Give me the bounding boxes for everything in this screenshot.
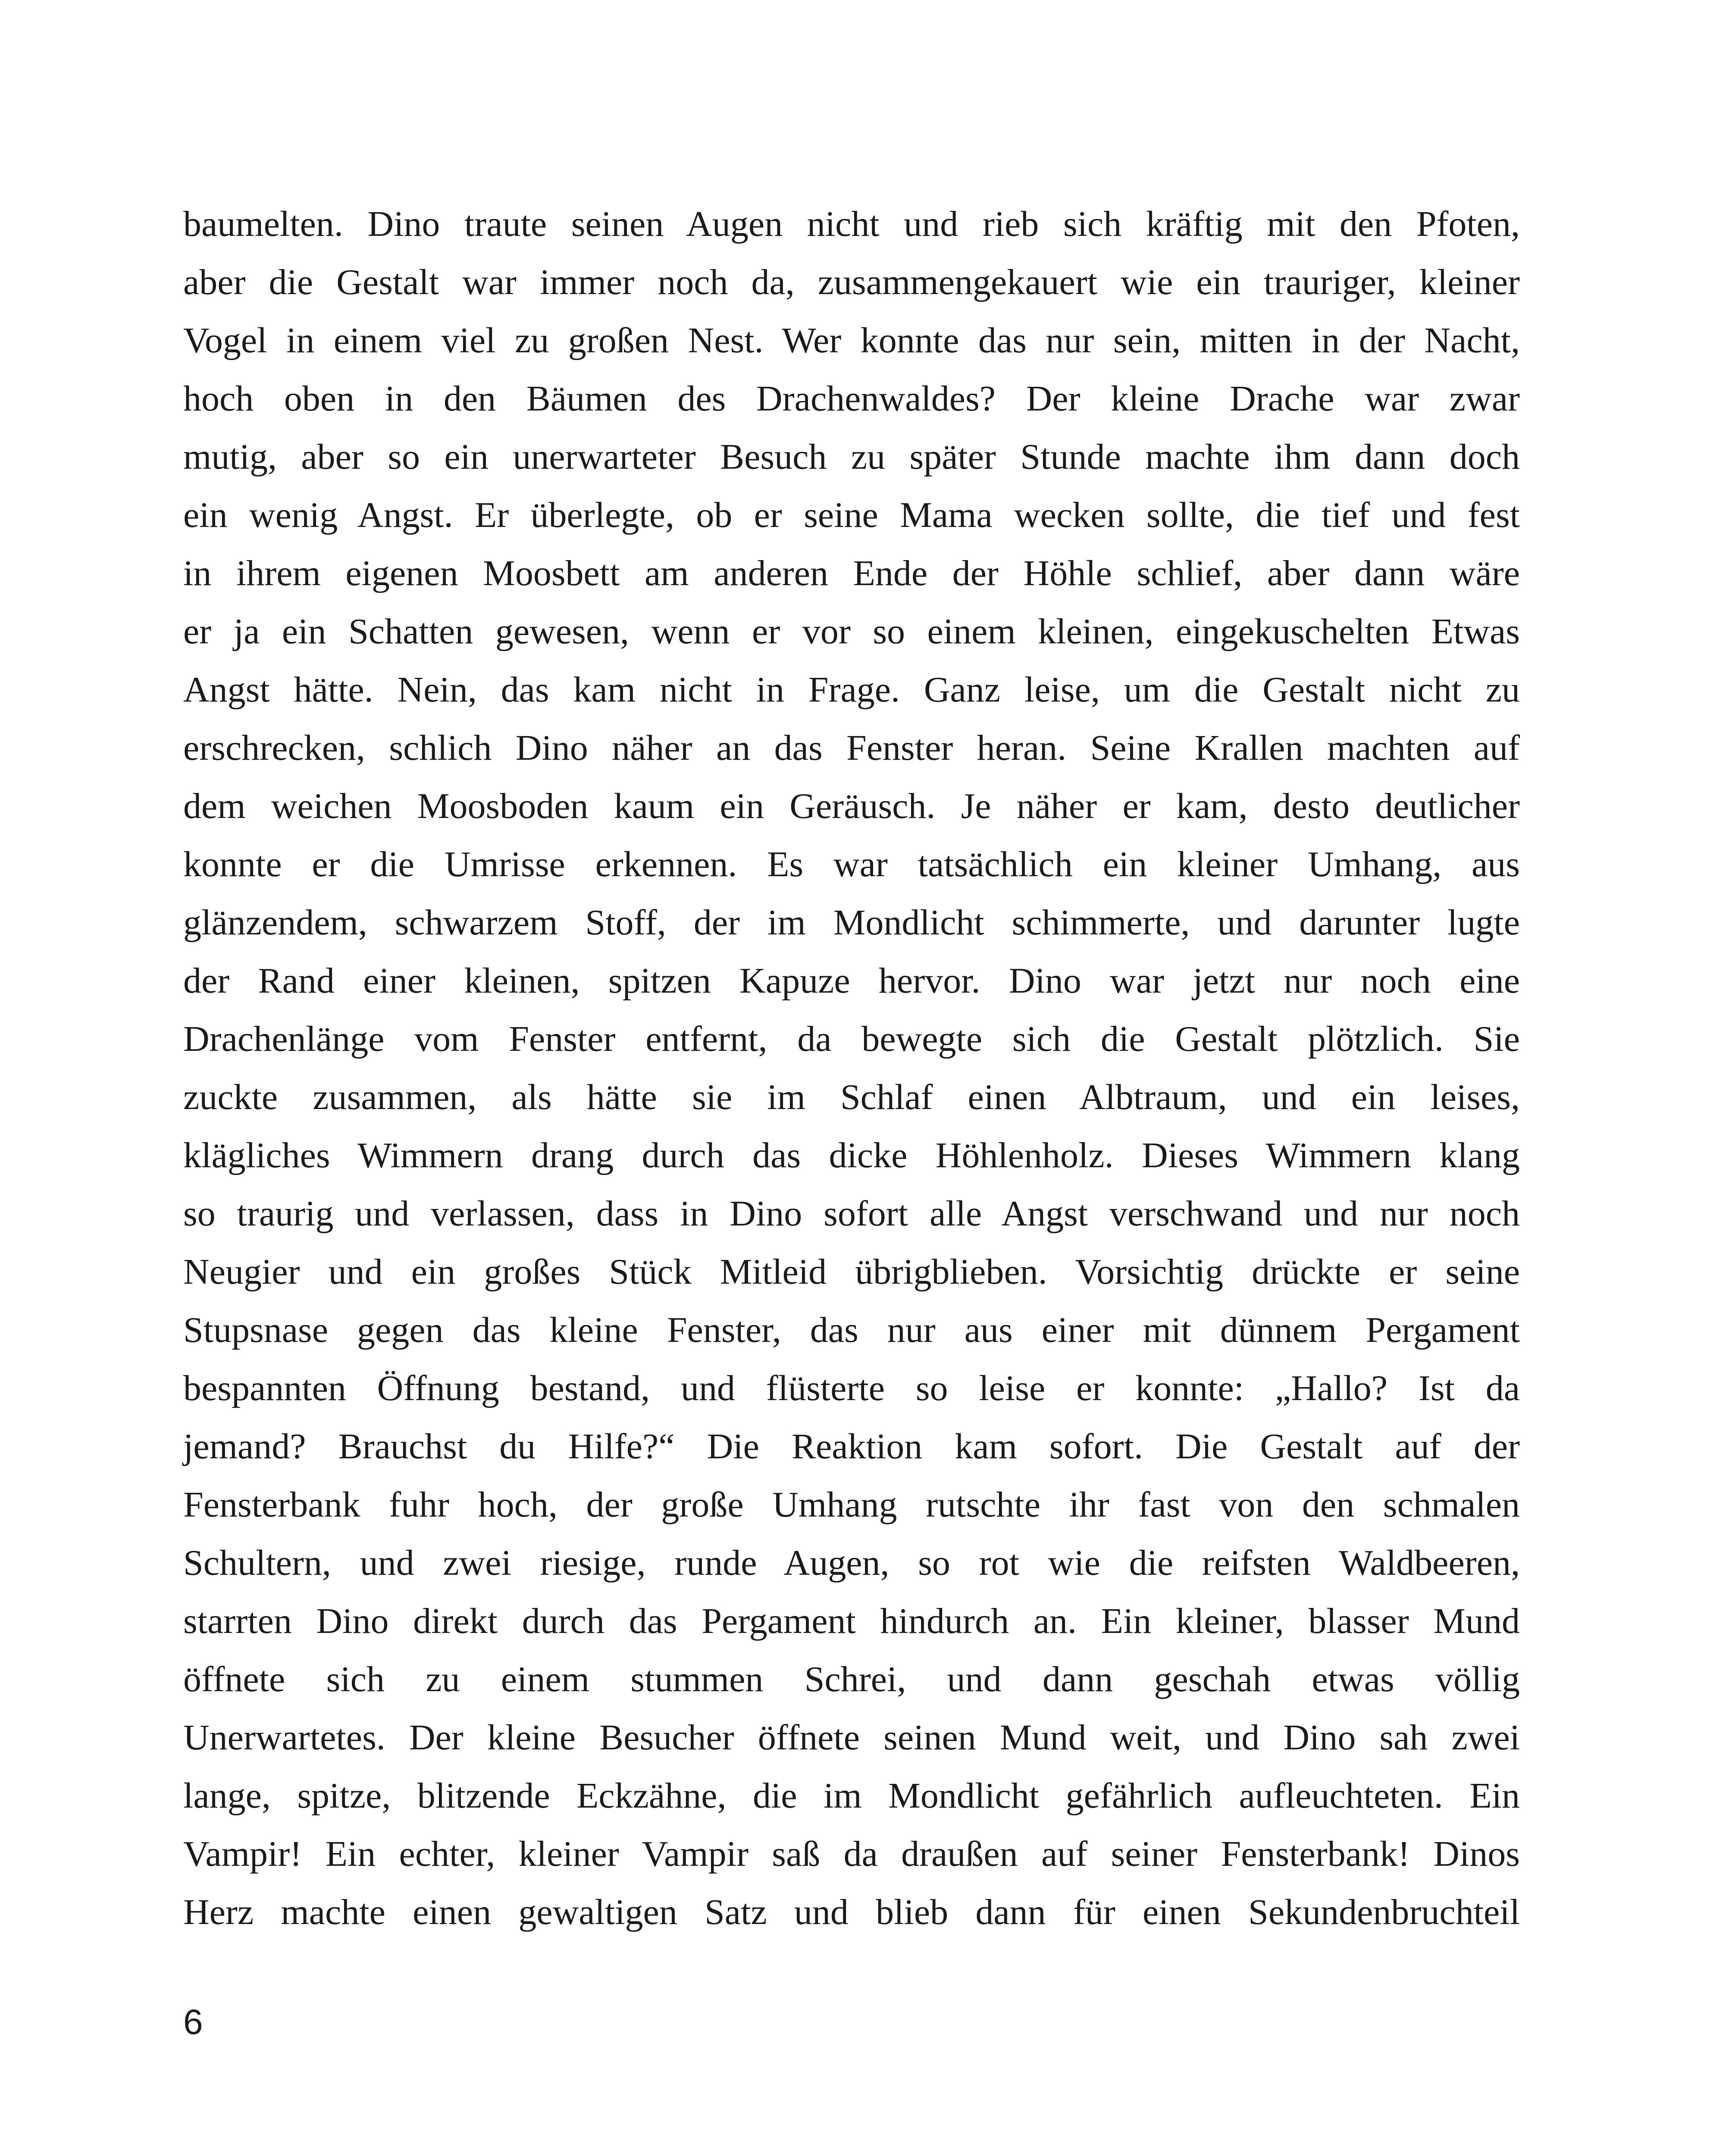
text-line: baumelten. Dino traute seinen Augen nicht und rieb sich kräftig mit den Pfoten, <box>183 204 1520 244</box>
text-line: Schultern, und zwei riesige, runde Augen, so rot wie die reifsten Waldbeeren, <box>183 1543 1520 1583</box>
text-line: zuckte zusammen, als hätte sie im Schlaf einen Albtraum, und ein leises, <box>183 1077 1520 1117</box>
text-line: Herz machte einen gewaltigen Satz und blieb dann für einen Sekundenbruchteil <box>183 1892 1520 1932</box>
text-line: hoch oben in den Bäumen des Drachenwaldes? Der kleine Drache war zwar <box>183 379 1520 419</box>
text-line: Vogel in einem viel zu großen Nest. Wer konnte das nur sein, mitten in der Nacht, <box>183 320 1520 360</box>
text-line: Drachenlänge vom Fenster entfernt, da bewegte sich die Gestalt plötzlich. Sie <box>183 1019 1520 1059</box>
text-line: Vampir! Ein echter, kleiner Vampir saß da draußen auf seiner Fensterbank! Dinos <box>183 1834 1520 1874</box>
text-line: öffnete sich zu einem stummen Schrei, und dann geschah etwas völlig <box>183 1659 1520 1699</box>
text-line: jemand? Brauchst du Hilfe?“ Die Reaktion kam sofort. Die Gestalt auf der <box>183 1426 1520 1467</box>
text-line: Stupsnase gegen das kleine Fenster, das nur aus einer mit dünnem Pergament <box>183 1310 1520 1350</box>
text-line: glänzendem, schwarzem Stoff, der im Mondlicht schimmerte, und darunter lugte <box>183 903 1520 943</box>
page-number: 6 <box>183 2002 203 2042</box>
body-text <box>183 195 1520 1941</box>
text-line: bespannten Öffnung bestand, und flüsterte so leise er konnte: „Hallo? Ist da <box>183 1368 1520 1408</box>
text-line: lange, spitze, blitzende Eckzähne, die im Mondlicht gefährlich aufleuchteten. Ein <box>183 1776 1520 1816</box>
text-line: Angst hätte. Nein, das kam nicht in Frage. Ganz leise, um die Gestalt nicht zu <box>183 670 1520 710</box>
text-line: mutig, aber so ein unerwarteter Besuch zu später Stunde machte ihm dann doch <box>183 437 1520 477</box>
text-line: Neugier und ein großes Stück Mitleid übrigblieben. Vorsichtig drückte er seine <box>183 1252 1520 1292</box>
text-line: der Rand einer kleinen, spitzen Kapuze hervor. Dino war jetzt nur noch eine <box>183 961 1520 1001</box>
text-line: aber die Gestalt war immer noch da, zusammengekauert wie ein trauriger, kleiner <box>183 262 1520 302</box>
text-line: dem weichen Moosboden kaum ein Geräusch. Je näher er kam, desto deutlicher <box>183 786 1520 826</box>
text-line: klägliches Wimmern drang durch das dicke Höhlenholz. Dieses Wimmern klang <box>183 1135 1520 1175</box>
text-line: Fensterbank fuhr hoch, der große Umhang rutschte ihr fast von den schmalen <box>183 1485 1520 1525</box>
text-line: konnte er die Umrisse erkennen. Es war tatsächlich ein kleiner Umhang, aus <box>183 844 1520 884</box>
text-line: Unerwartetes. Der kleine Besucher öffnete seinen Mund weit, und Dino sah zwei <box>183 1717 1520 1758</box>
text-line: so traurig und verlassen, dass in Dino sofort alle Angst verschwand und nur noch <box>183 1194 1520 1234</box>
text-line: er ja ein Schatten gewesen, wenn er vor so einem kleinen, eingekuschelten Etwas <box>183 611 1520 652</box>
text-line: erschrecken, schlich Dino näher an das Fenster heran. Seine Krallen machten auf <box>183 728 1520 768</box>
text-line: in ihrem eigenen Moosbett am anderen Ende der Höhle schlief, aber dann wäre <box>183 553 1520 593</box>
text-line: ein wenig Angst. Er überlegte, ob er seine Mama wecken sollte, die tief und fest <box>183 495 1520 535</box>
text-line: starrten Dino direkt durch das Pergament hindurch an. Ein kleiner, blasser Mund <box>183 1601 1520 1641</box>
